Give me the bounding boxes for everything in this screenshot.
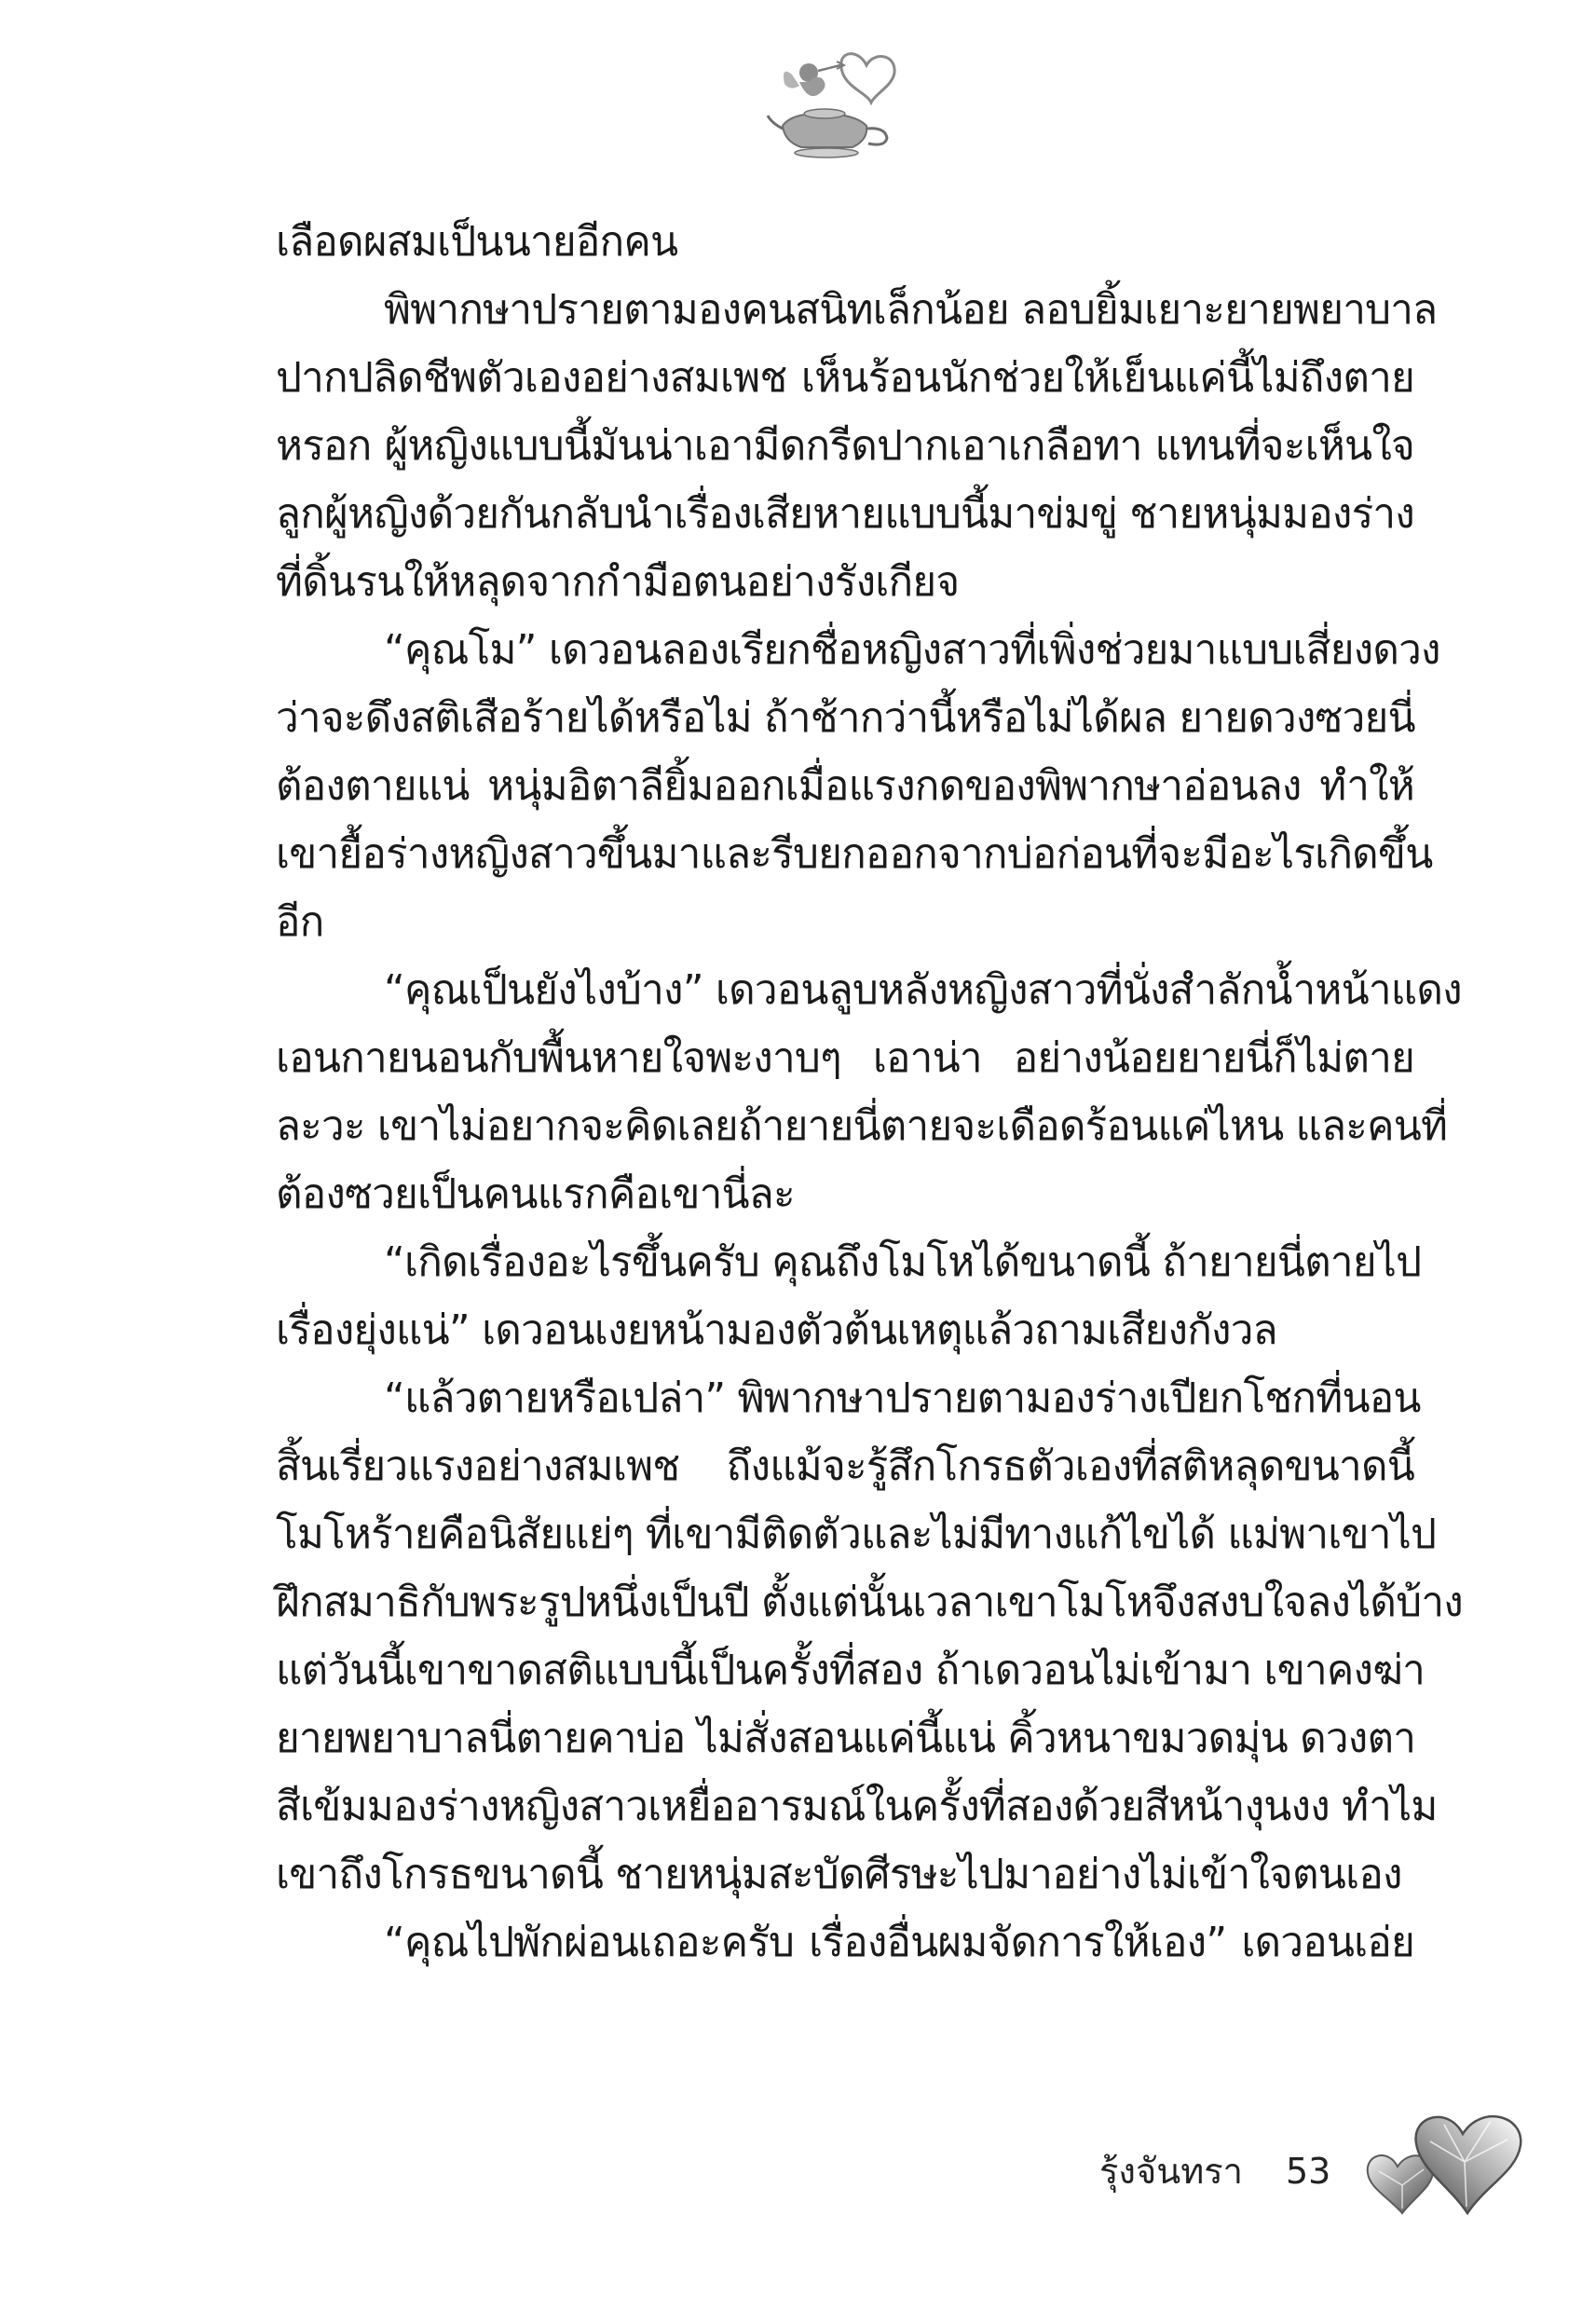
body-line: “แล้วตายหรือเปล่า” พิพากษาปรายตามองร่างเปียกโชกที่นอน <box>384 1374 1421 1422</box>
body-line: สีเข้มมองร่างหญิงสาวเหยื่ออารมณ์ในครั้งที่สองด้วยสีหน้างุนงง ทำไม <box>276 1783 1438 1830</box>
body-line: ต้องซวยเป็นคนแรกคือเขานี่ละ <box>276 1170 795 1218</box>
body-line: เขายื้อร่างหญิงสาวขึ้นมาและรีบยกออกจากบ่อก่อนที่จะมีอะไรเกิดขึ้น <box>276 830 1433 878</box>
body-line: ยายพยาบาลนี่ตายคาบ่อ ไม่สั่งสอนแค่นี้แน่ คิ้วหนาขมวดมุ่น ดวงตา <box>276 1715 1416 1762</box>
body-line: เลือดผสมเป็นนายอีกคน <box>276 218 678 266</box>
footer-book-title: รุ้งจันทรา <box>1099 2151 1244 2192</box>
body-line: เอนกายนอนกับพื้นหายใจพะงาบๆ เอาน่า อย่างน้อยยายนี่ก็ไม่ตาย <box>276 1034 1414 1082</box>
body-line: เรื่องยุ่งแน่” เดวอนเงยหน้ามองตัวต้นเหตุแล้วถามเสียงกังวล <box>276 1306 1277 1354</box>
body-line: ลูกผู้หญิงด้วยกันกลับนำเรื่องเสียหายแบบนี้มาข่มขู่ ชายหนุ่มมองร่าง <box>276 490 1414 538</box>
body-line: ละวะ เขาไม่อยากจะคิดเลยถ้ายายนี่ตายจะเดือดร้อนแค่ไหน และคนที่ <box>276 1102 1448 1150</box>
body-line: พิพากษาปรายตามองคนสนิทเล็กน้อย ลอบยิ้มเยาะยายพยาบาล <box>384 286 1438 334</box>
body-line: สิ้นเรี่ยวแรงอย่างสมเพช ถึงแม้จะรู้สึกโกรธตัวเองที่สติหลุดขนาดนี้ <box>276 1443 1414 1490</box>
body-line: ต้องตายแน่ หนุ่มอิตาลียิ้มออกเมื่อแรงกดของพิพากษาอ่อนลง ทำให้ <box>276 762 1414 810</box>
body-line: แต่วันนี้เขาขาดสติแบบนี้เป็นครั้งที่สอง ถ้าเดวอนไม่เข้ามา เขาคงฆ่า <box>276 1647 1425 1694</box>
body-line: “คุณไปพักผ่อนเถอะครับ เรื่องอื่นผมจัดการให้เอง” เดวอนเอ่ย <box>384 1919 1414 1966</box>
body-line: ที่ดิ้นรนให้หลุดจากกำมือตนอย่างรังเกียจ <box>276 558 960 606</box>
body-line: เขาถึงโกรธขนาดนี้ ชายหนุ่มสะบัดศีรษะไปมาอย่างไม่เข้าใจตนเอง <box>276 1851 1402 1898</box>
page-number: 53 <box>1286 2151 1331 2192</box>
body-line: “คุณเป็นยังไงบ้าง” เดวอนลูบหลังหญิงสาวที่นั่งสำลักน้ำหน้าแดง <box>384 966 1462 1014</box>
body-line: หรอก ผู้หญิงแบบนี้มันน่าเอามีดกรีดปากเอาเกลือทา แทนที่จะเห็นใจ <box>276 422 1414 470</box>
body-line: อีก <box>276 898 324 946</box>
body-line: โมโหร้ายคือนิสัยแย่ๆ ที่เขามีติดตัวและไม่มีทางแก้ไขได้ แม่พาเขาไป <box>276 1511 1437 1558</box>
body-line: “คุณโม” เดวอนลองเรียกชื่อหญิงสาวที่เพิ่งช่วยมาแบบเสี่ยงดวง <box>384 626 1440 674</box>
body-line: ฝึกสมาธิกับพระรูปหนึ่งเป็นปี ตั้งแต่นั้นเวลาเขาโมโหจึงสงบใจลงได้บ้าง <box>276 1579 1463 1626</box>
cupid-teapot-ornament-icon <box>764 37 904 177</box>
body-line: “เกิดเรื่องอะไรขึ้นครับ คุณถึงโมโหได้ขนาดนี้ ถ้ายายนี่ตายไป <box>384 1238 1422 1286</box>
crystal-hearts-icon <box>1360 2097 1528 2227</box>
body-line: ว่าจะดึงสติเสือร้ายได้หรือไม่ ถ้าช้ากว่านี้หรือไม่ได้ผล ยายดวงซวยนี่ <box>276 694 1415 742</box>
body-line: ปากปลิดชีพตัวเองอย่างสมเพช เห็นร้อนนักช่วยให้เย็นแค่นี้ไม่ถึงตาย <box>276 354 1414 402</box>
